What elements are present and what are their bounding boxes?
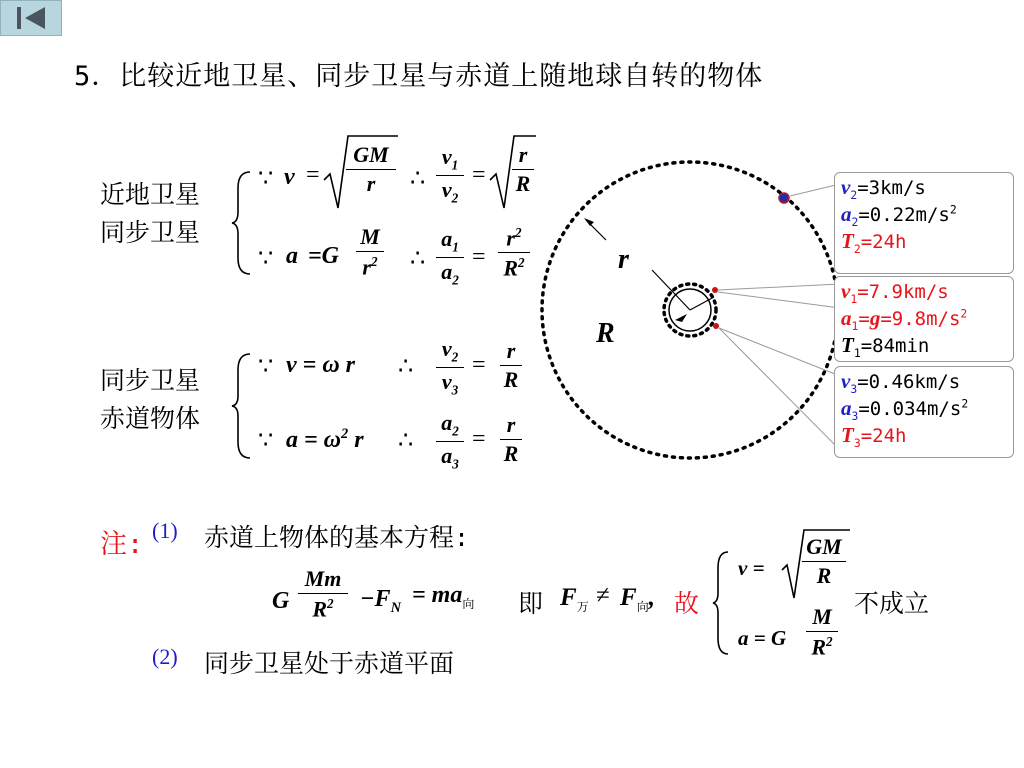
group2-brace	[230, 350, 254, 462]
label-sync-satellite-2: 同步卫星	[100, 366, 201, 395]
sync-satellite-box	[834, 172, 1014, 274]
note-eq-G: G	[272, 588, 290, 614]
sync-v: $v_2=3km/s$	[841, 175, 926, 202]
back-icon	[1, 1, 61, 35]
near-a: $a_1=g=9.8m/s^2$	[841, 305, 968, 333]
g2-eq2-because: ∵	[258, 428, 274, 454]
near-satellite-dot	[712, 287, 718, 293]
note-ji: 即	[518, 589, 544, 618]
note-F-xiang: $F_向$,	[620, 584, 655, 614]
near-v: $v_1=7.9km/s$	[841, 279, 949, 306]
g2-eq2-lhs-frac: $a_2$ $a_3$	[436, 412, 464, 470]
page-title: 5．比较近地卫星、同步卫星与赤道上随地球自转的物体	[74, 61, 764, 92]
note-eq-rhs: = $ma_向$	[412, 582, 475, 611]
note-sys-v-frac: GM R	[802, 536, 846, 587]
frac-den: r	[366, 171, 376, 196]
g1-eq1-because: ∵	[258, 166, 274, 192]
label-sync-satellite: 同步卫星	[100, 218, 201, 247]
g2-eq2-eq: =	[472, 426, 486, 452]
equator-v: $v_3=0.46km/s$	[841, 369, 961, 396]
note-gu: 故	[674, 589, 700, 618]
leader-line	[790, 184, 840, 196]
leader-line	[718, 284, 840, 290]
note-sys-a-frac: M $R^2$	[806, 606, 838, 658]
label-equator-object: 赤道物体	[100, 404, 201, 433]
note-item2-text: 同步卫星处于赤道平面	[204, 649, 455, 678]
note-item2-number: (2)	[152, 644, 178, 669]
note-brace	[712, 548, 732, 658]
g1-eq1-therefore: ∴	[410, 166, 426, 192]
equator-object-dot	[713, 323, 719, 329]
g2-eq1-rhs-frac: r R	[500, 340, 522, 391]
orbit-diagram	[530, 150, 850, 470]
g1-eq2-rhs-frac: $r^2$ $R^2$	[498, 226, 530, 280]
near-T: $T_1=84\min$	[841, 332, 930, 360]
frac-num: GM	[353, 142, 389, 167]
g2-eq1-lhs: v = ω r	[286, 352, 356, 378]
g2-eq1-eq: =	[472, 352, 486, 378]
note-sys-a: a = G	[738, 626, 787, 650]
g1-eq1-eq2: =	[472, 162, 486, 188]
g1-eq1-rhs-frac: r R	[512, 144, 534, 195]
note-F-wan: $F_万$	[560, 584, 589, 614]
group2-labels	[100, 362, 200, 438]
g2-eq2-lhs: $a = \omega^2$ r	[286, 426, 364, 453]
g2-eq2-rhs-frac: r R	[500, 414, 522, 465]
note-item1-number: (1)	[152, 518, 178, 543]
note-not-hold: 不成立	[854, 589, 930, 618]
note-eq-frac: Mm $R^2$	[298, 568, 348, 620]
group1-labels	[100, 176, 200, 252]
sync-a: $a_2=0.22m/s^2$	[841, 201, 957, 229]
g1-eq1-eq: =	[306, 162, 320, 188]
near-satellite-box	[834, 276, 1014, 362]
label-r: r	[618, 244, 629, 275]
note-eq-minus-F: $-F_N$	[360, 586, 401, 616]
note-label: 注:	[100, 529, 144, 560]
g2-eq2-therefore: ∴	[398, 428, 414, 454]
g2-eq1-lhs-frac: $v_2$ $v_3$	[436, 338, 464, 396]
g1-eq2-eq2: =	[472, 244, 486, 270]
leader-line	[719, 328, 840, 450]
g1-eq2-a: a	[286, 243, 298, 269]
leader-line	[718, 292, 840, 308]
note-neq: ≠	[596, 582, 610, 609]
g1-eq2-therefore: ∴	[410, 246, 426, 272]
sync-satellite-dot	[779, 193, 789, 203]
back-button[interactable]	[0, 0, 62, 36]
g1-eq1-v: v	[284, 164, 295, 190]
label-R: R	[596, 318, 615, 349]
g1-eq2-because: ∵	[258, 246, 274, 272]
equator-a: $a_3=0.034m/s^2$	[841, 395, 969, 423]
sync-T: $T_2=24h$	[841, 228, 907, 256]
g2-eq1-because: ∵	[258, 354, 274, 380]
group1-brace	[230, 168, 254, 278]
note-item1-text: 赤道上物体的基本方程:	[204, 523, 470, 552]
arrow-head	[584, 218, 594, 226]
g1-eq1-frac	[346, 144, 396, 195]
label-near-satellite: 近地卫星	[100, 180, 201, 209]
g1-eq2-lhs-frac: $a_1$ $a_2$	[436, 228, 464, 286]
g1-eq2-eqG: =G	[308, 243, 340, 269]
arrow-head	[675, 314, 687, 322]
note-sys-v: v =	[738, 556, 765, 580]
equator-T: $T_3=24h$	[841, 422, 907, 450]
g1-eq1-lhs-frac: $v_1$ $v_2$	[436, 146, 464, 204]
g1-eq2-frac: M $r^2$	[356, 226, 384, 278]
g2-eq1-therefore: ∴	[398, 354, 414, 380]
leader-line	[719, 328, 840, 376]
equator-object-box	[834, 366, 1014, 458]
